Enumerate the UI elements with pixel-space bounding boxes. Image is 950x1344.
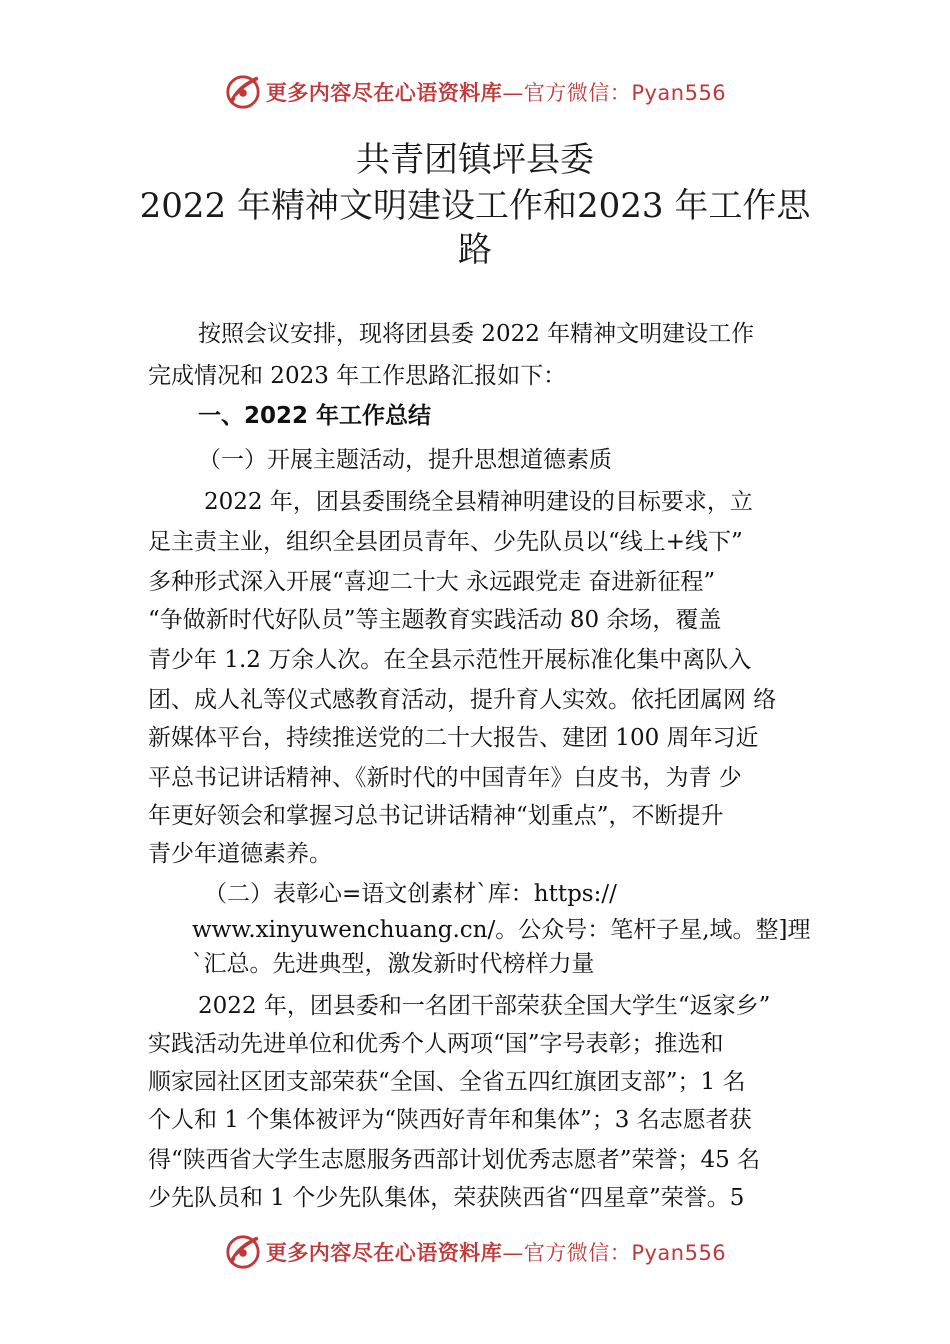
doc-title-line1: 共青团镇坪县委	[356, 140, 594, 180]
banner-text	[266, 77, 726, 107]
subsection-heading: （二）表彰心=语文创素材`库：https://	[204, 881, 617, 907]
paragraph-line: 实践活动先进单位和优秀个人两项“国”字号表彰；推选和	[148, 1031, 724, 1057]
intro-line: 完成情况和 2023 年工作思路汇报如下：	[148, 363, 567, 389]
paragraph-line: 青少年 1.2 万余人次。在全县示范性开展标准化集中离队入	[148, 647, 752, 673]
paragraph-line: 2022 年，团县委和一名团干部荣获全国大学生“返家乡”	[198, 993, 771, 1019]
paragraph-line: 团、成人礼等仪式感教育活动，提升育人实效。依托团属网 络	[148, 687, 777, 713]
paragraph-line: 新媒体平台，持续推送党的二十大报告、建团 100 周年习近	[148, 725, 759, 751]
pen-circle-logo-icon	[224, 1233, 262, 1271]
paragraph-line: 年更好领会和掌握习总书记讲话精神“划重点”，不断提升	[148, 803, 724, 829]
subsection-heading: `汇总。先进典型，激发新时代榜样力量	[192, 951, 595, 977]
banner-sep-text: —官方微信：	[502, 1241, 632, 1265]
paragraph-line: 足主责主业，组织全县团员青年、少先队员以“线上+线下”	[148, 529, 743, 555]
banner-id-text: Pyan556	[631, 1241, 727, 1265]
banner-main-text: 更多内容尽在心语资料库	[265, 1241, 503, 1265]
doc-title-line2: 2022 年精神文明建设工作和2023 年工作思	[139, 186, 811, 226]
doc-title-line3: 路	[458, 230, 492, 270]
paragraph-line: 少先队员和 1 个少先队集体，荣获陕西省“四星章”荣誉。5	[148, 1185, 745, 1211]
section-heading: 一、2022 年工作总结	[198, 403, 432, 429]
header-watermark-banner	[0, 72, 950, 112]
banner-id-text: Pyan556	[631, 81, 727, 105]
paragraph-line: 多种形式深入开展“喜迎二十大 永远跟党走 奋进新征程”	[148, 569, 716, 595]
paragraph-line: 得“陕西省大学生志愿服务西部计划优秀志愿者”荣誉；45 名	[148, 1147, 761, 1173]
paragraph-line: 平总书记讲话精神、《新时代的中国青年》白皮书，为青 少	[148, 765, 742, 791]
paragraph-line: 2022 年，团县委围绕全县精神明建设的目标要求，立	[204, 489, 753, 515]
paragraph-line: “争做新时代好队员”等主题教育实践活动 80 余场，覆盖	[148, 607, 722, 633]
banner-text	[266, 1237, 726, 1267]
paragraph-line: 青少年道德素养。	[148, 841, 332, 867]
banner-main-text: 更多内容尽在心语资料库	[265, 81, 503, 105]
paragraph-line: 顺家园社区团支部荣获“全国、全省五四红旗团支部”；1 名	[148, 1069, 746, 1095]
footer-watermark-banner	[0, 1232, 950, 1272]
intro-line: 按照会议安排，现将团县委 2022 年精神文明建设工作	[198, 321, 755, 347]
banner-sep-text: —官方微信：	[502, 81, 632, 105]
subsection-heading: www.xinyuwenchuang.cn/。公众号：笔杆子星,域。整]理	[192, 917, 811, 943]
paragraph-line: 个人和 1 个集体被评为“陕西好青年和集体”；3 名志愿者获	[148, 1107, 752, 1133]
pen-circle-logo-icon	[224, 73, 262, 111]
subsection-heading: （一）开展主题活动，提升思想道德素质	[198, 447, 612, 473]
